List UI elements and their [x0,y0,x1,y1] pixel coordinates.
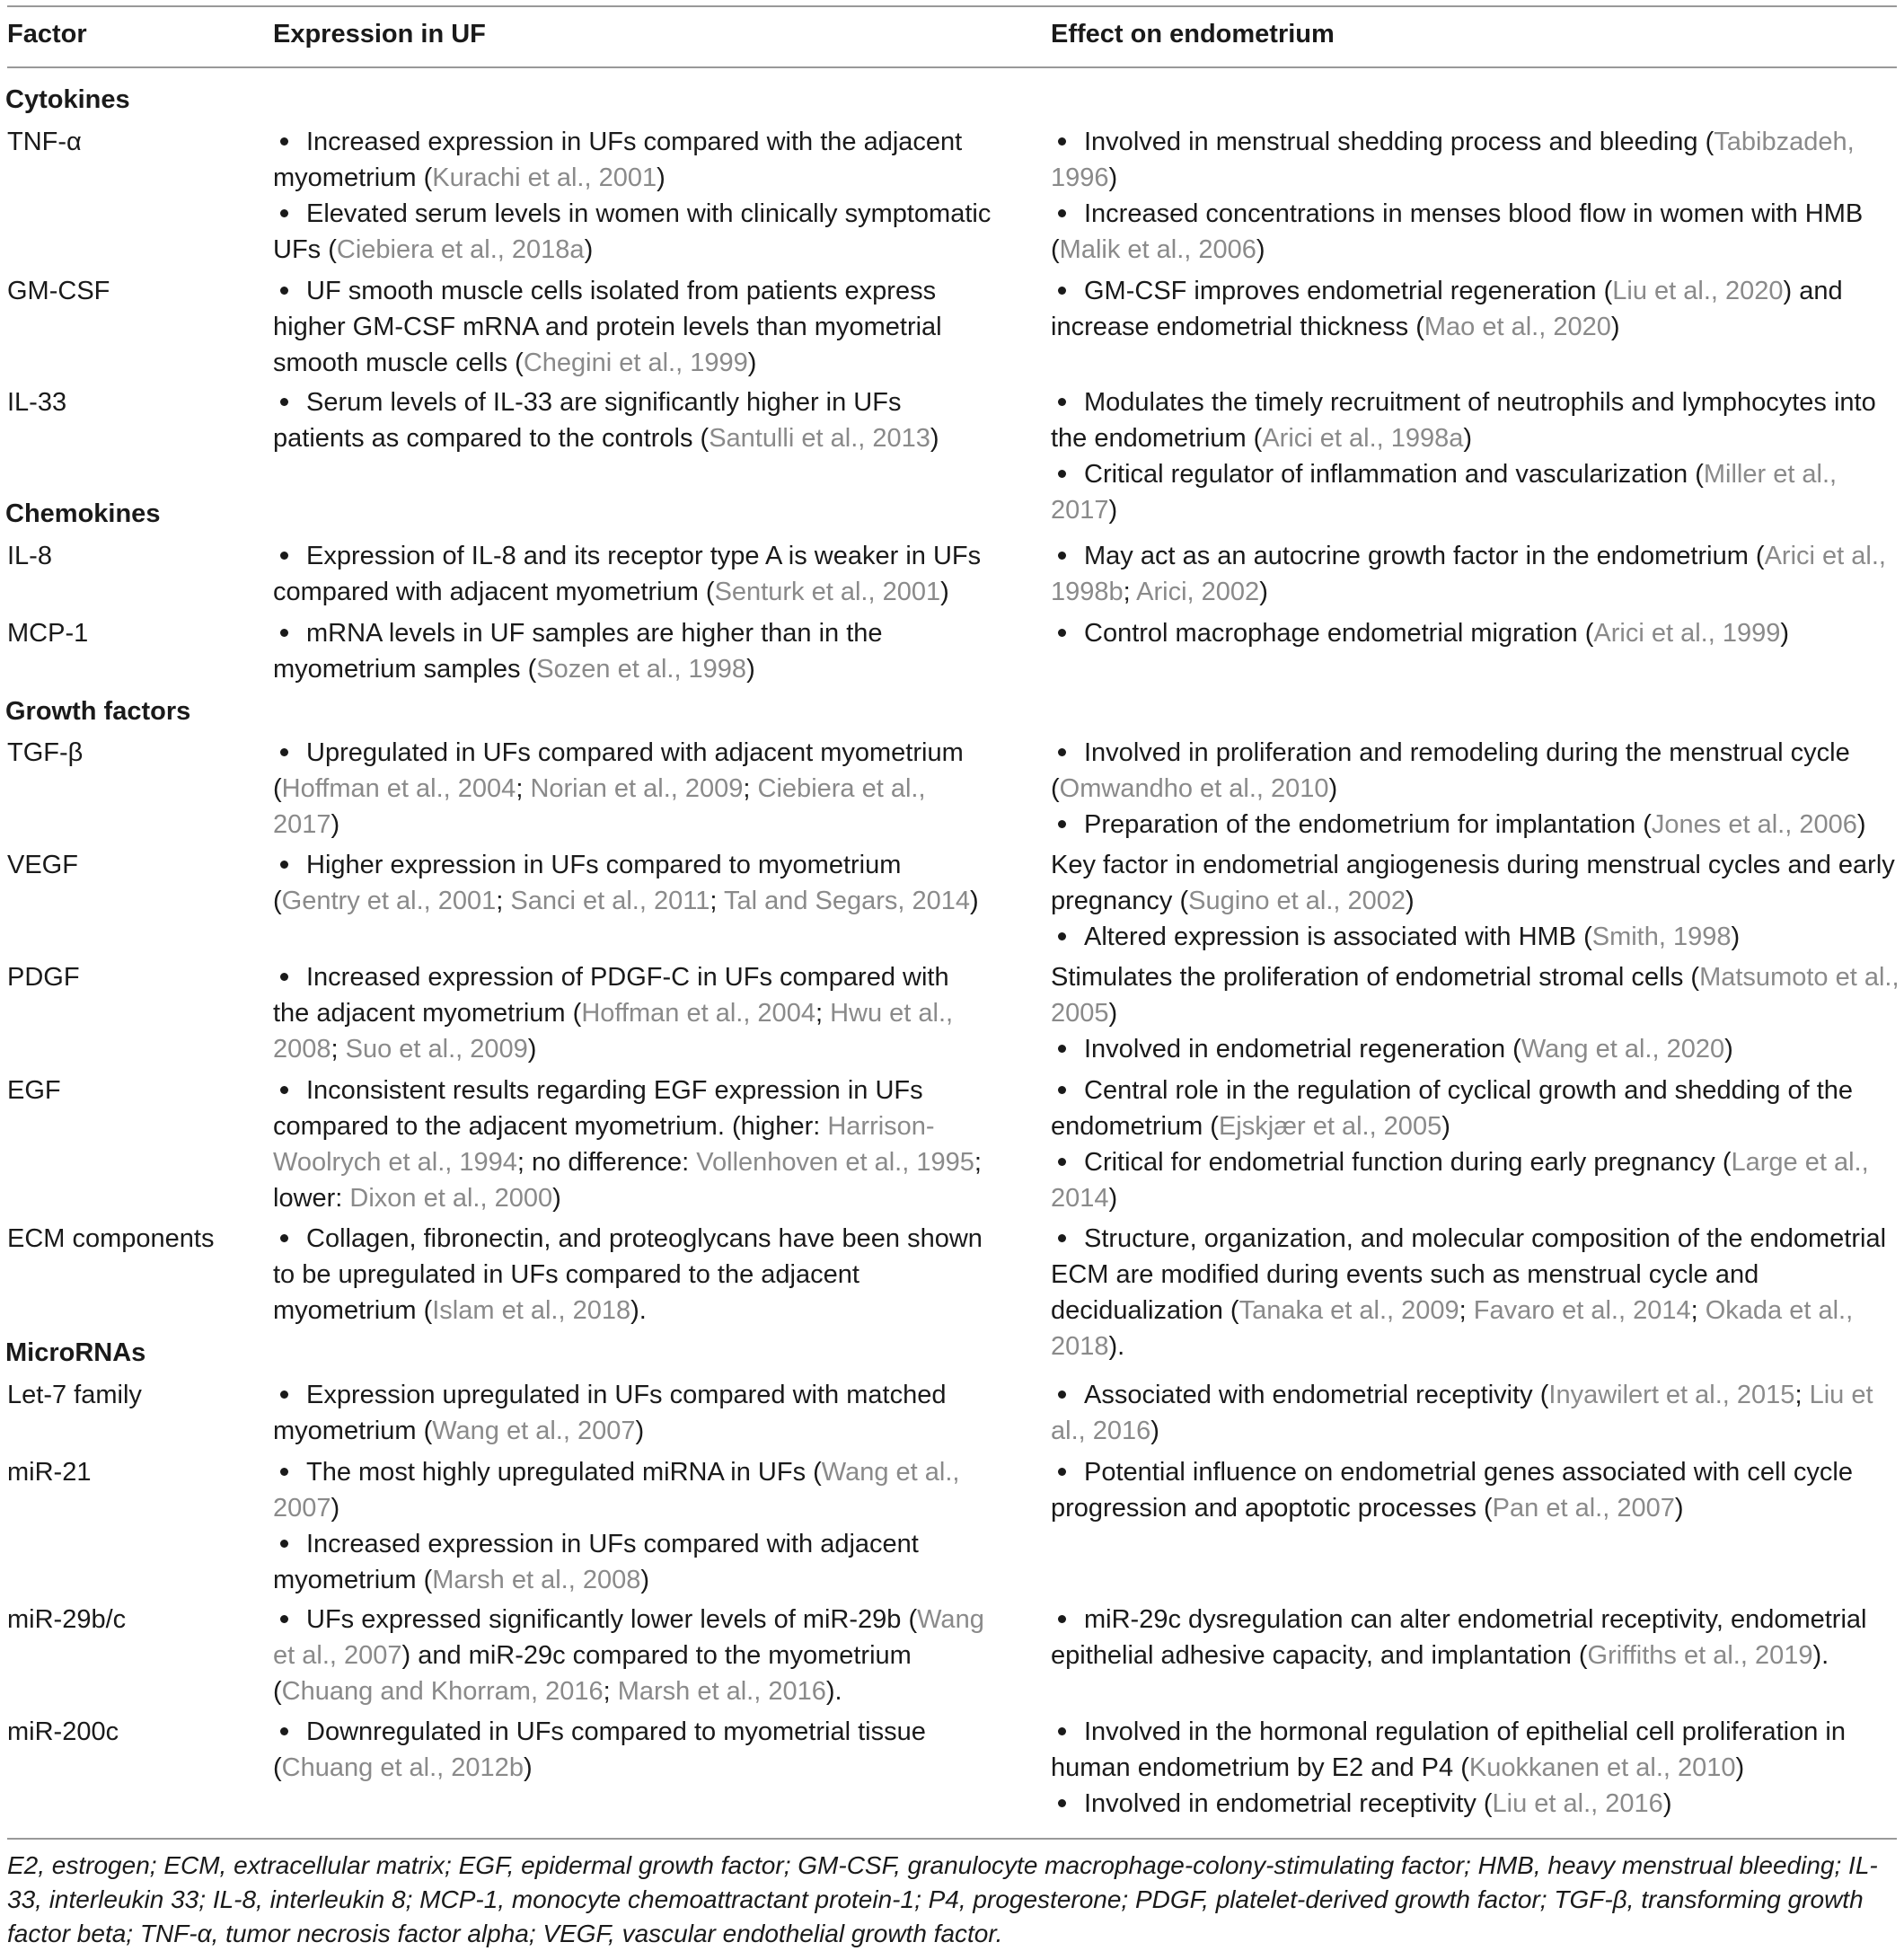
expression-cell [273,615,992,687]
effect-cell [1051,1377,1904,1449]
cell-text: Critical for endometrial function during early pregnancy ( [1084,1148,1732,1177]
citation: Omwandho et al., 2010 [1059,774,1329,803]
bullet-item [1051,1602,1904,1673]
citation: Hoffman et al., 2004 [581,999,815,1028]
cell-text: ) [552,1184,561,1213]
cell-text: ; [710,887,724,915]
cell-text: ; [496,887,511,915]
cell-text: Preparation of the endometrium for implantation ( [1084,810,1652,839]
cell-text: ) [970,887,979,915]
cell-text: ). [1812,1641,1829,1670]
citation: Miller et al., 2017 [1051,460,1838,525]
citation: Arici et al., 1998a [1262,424,1464,453]
cell-text: ) and miR-29c compared to the myometrium ( [273,1641,912,1706]
table-footnote: E2, estrogen; ECM, extracellular matrix; EGF, epidermal growth factor; GM-CSF, granulocyte macrophage-colony-stimulating factor; HMB, heavy menstrual bleeding; IL-33, interleukin 33; IL-8, interleukin 8; MCP-1, monocyte chemoattractant protein-1; P4, progesterone; PDGF, platelet-derived growth factor; TGF-β, transforming growth factor beta; TNF-α, tumor necrosis factor alpha; VEGF, vascular endothelial growth factor. [7,1851,1878,1947]
cell-text: Increased concentrations in menses blood flow in women with HMB ( [1051,199,1864,264]
cell-text: ) [1108,1184,1118,1213]
effect-cell [1051,124,1904,268]
cell-text: Expression upregulated in UFs compared with matched myometrium ( [273,1381,947,1445]
effect-cell [1051,615,1904,651]
cell-text: Involved in endometrial regeneration ( [1084,1035,1521,1064]
bullet-item [1051,538,1904,610]
effect-cell [1051,538,1904,610]
cell-text: ) [1856,810,1866,839]
bullet-item [1051,919,1904,955]
citation: Mao et al., 2020 [1424,313,1611,341]
cell-text: Expression of IL-8 and its receptor type A is weaker in UFs compared with adjacent myometrium ( [273,542,982,606]
cell-text: Involved in the hormonal regulation of epithelial cell proliferation in human endometrium by E2 and P4 ( [1051,1717,1846,1782]
cell-text: ; [1459,1296,1474,1325]
citation: Favaro et al., 2014 [1473,1296,1691,1325]
citation: Liu et al., 2016 [1051,1381,1873,1445]
citation: Suo et al., 2009 [345,1035,528,1064]
cell-text: Serum levels of IL-33 are significantly higher in UFs patients as compared to the controls ( [273,388,902,453]
cell-text: ; [815,999,831,1028]
cell-text: ) [331,1494,340,1523]
citation: Vollenhoven et al., 1995 [696,1148,974,1177]
expression-cell [273,273,992,381]
bullet-item [273,1454,992,1526]
cell-text: UF smooth muscle cells isolated from patients express higher GM-CSF mRNA and protein levels than myometrial smooth muscle cells ( [273,277,942,377]
cell-text: Stimulates the proliferation of endometrial stromal cells ( [1051,963,1700,992]
cell-text: ) [746,655,755,684]
bullet-item [1051,273,1904,345]
cell-text: ; no difference: [516,1148,697,1177]
bullet-item [273,384,992,456]
bullet-item [273,1602,992,1709]
section-micrornas: MicroRNAs [5,1338,146,1367]
bullet-item [1051,735,1904,807]
effect-cell [1051,384,1904,528]
cell-text: Associated with endometrial receptivity ( [1084,1381,1549,1409]
cell-text: Collagen, fibronectin, and proteoglycans have been shown to be upregulated in UFs compared to the adjacent myometrium ( [273,1224,983,1325]
cell-text: Inconsistent results regarding EGF expression in UFs compared to the adjacent myometrium. (higher: [273,1076,923,1141]
cell-text: ) [1610,313,1620,341]
citation: Ciebiera et al., 2017 [273,774,926,839]
cell-text: ). [1108,1332,1125,1361]
factor-cell: Let-7 family [7,1381,142,1409]
cell-text: ) [1463,424,1473,453]
citation: Kuokkanen et al., 2010 [1468,1753,1736,1782]
citation: Liu et al., 2016 [1492,1789,1663,1818]
cell-text: ) [657,163,666,192]
cell-text: May act as an autocrine growth factor in the endometrium ( [1084,542,1765,570]
citation: Dixon et al., 2000 [349,1184,553,1213]
bottom-rule [7,1838,1897,1840]
citation: Sanci et al., 2011 [510,887,710,915]
bullet-item [273,1221,992,1329]
citation: Liu et al., 2020 [1612,277,1784,305]
cell-text: Involved in menstrual shedding process and bleeding ( [1084,128,1714,156]
bullet-item [1051,456,1904,528]
cell-text: ) [940,578,949,606]
cell-text: ) and increase endometrial thickness ( [1051,277,1843,341]
citation: Santulli et al., 2013 [709,424,930,453]
cell-text: Potential influence on endometrial genes associated with cell cycle progression and apoptotic processes ( [1051,1458,1853,1523]
expression-cell [273,1073,992,1216]
cell-text: ) [1731,923,1741,951]
bullet-item [273,273,992,381]
cell-text: ) [1108,163,1118,192]
cell-text: UFs expressed significantly lower levels of miR-29b ( [306,1605,918,1634]
header-factor: Factor [7,20,87,49]
bullet-item [273,1073,992,1216]
effect-cell [1051,1602,1904,1673]
cell-text: ) [584,235,594,264]
cell-text: ) [1328,774,1338,803]
bullet-item [273,538,992,610]
expression-cell [273,1714,992,1786]
cell-text: ; [516,774,531,803]
citation: Islam et al., 2018 [432,1296,631,1325]
cell-text: The most highly upregulated miRNA in UFs ( [306,1458,822,1487]
bullet-item [273,847,992,919]
factor-cell: MCP-1 [7,619,89,648]
header-expression: Expression in UF [273,20,486,49]
cell-text: mRNA levels in UF samples are higher than in the myometrium samples ( [273,619,883,684]
citation: Arici, 2002 [1136,578,1260,606]
section-growth-factors: Growth factors [5,697,191,726]
factor-cell: TGF-β [7,738,84,767]
effect-cell [1051,1073,1904,1216]
expression-cell [273,847,992,919]
bullet-item [1051,1031,1904,1067]
top-rule [7,5,1897,7]
cell-text: Elevated serum levels in women with clinically symptomatic UFs ( [273,199,992,264]
citation: Griffiths et al., 2019 [1587,1641,1813,1670]
cell-text: ) [640,1566,650,1594]
bullet-item [273,1377,992,1449]
factor-cell: GM-CSF [7,277,110,305]
cell-text: ) [1662,1789,1672,1818]
citation: Arici et al., 1998b [1051,542,1886,606]
citation: Marsh et al., 2016 [617,1677,826,1706]
cell-text: ; [1690,1296,1706,1325]
expression-cell [273,1221,992,1329]
citation: Sugino et al., 2002 [1188,887,1406,915]
citation: Tal and Segars, 2014 [723,887,971,915]
citation: Ejskjær et al., 2005 [1218,1112,1442,1141]
section-chemokines: Chemokines [5,499,161,528]
cell-text: ) [523,1753,533,1782]
citation: Kurachi et al., 2001 [432,163,657,192]
cell-text: ) [527,1035,537,1064]
bullet-item [1051,1786,1904,1822]
cell-text: ) [1259,578,1268,606]
bullet-item [1051,196,1904,268]
bullet-item [273,615,992,687]
expression-cell [273,1602,992,1709]
citation: Marsh et al., 2008 [432,1566,641,1594]
cell-text: miR-29c dysregulation can alter endometrial receptivity, endometrial epithelial adhesive capacity, and implantation ( [1051,1605,1867,1670]
cell-text: ) [1674,1494,1684,1523]
bullet-item [1051,1073,1904,1144]
cell-text: Altered expression is associated with HMB ( [1084,923,1592,951]
factor-cell: IL-33 [7,388,67,417]
citation: Malik et al., 2006 [1059,235,1256,264]
factor-cell: miR-29b/c [7,1605,127,1634]
cell-text: GM-CSF improves endometrial regeneration ( [1084,277,1613,305]
cell-text: ; lower: [273,1148,982,1213]
citation: Tabibzadeh, 1996 [1051,128,1855,192]
citation: Wang et al., 2007 [432,1417,636,1445]
cell-text: ) [1406,887,1415,915]
citation: Chuang et al., 2012b [281,1753,524,1782]
factor-cell: EGF [7,1076,61,1105]
cell-text: Higher expression in UFs compared to myometrium ( [273,851,902,915]
cell-text: ). [825,1677,842,1706]
citation: Wang et al., 2020 [1521,1035,1725,1064]
bullet-item [273,959,992,1067]
factor-cell: VEGF [7,851,78,879]
citation: Matsumoto et al., 2005 [1051,963,1900,1028]
bullet-item [273,124,992,196]
cell-text: Increased expression in UFs compared with the adjacent myometrium ( [273,128,963,192]
citation: Hoffman et al., 2004 [281,774,516,803]
cell-text: ; [743,774,758,803]
factor-cell: miR-21 [7,1458,92,1487]
citation: Senturk et al., 2001 [714,578,941,606]
bullet-item [273,1714,992,1786]
bullet-item [1051,124,1904,196]
citation: Hwu et al., 2008 [273,999,954,1064]
cell-text: Upregulated in UFs compared with adjacent myometrium ( [273,738,964,803]
cell-text: ) [1150,1417,1159,1445]
bullet-item [1051,1454,1904,1526]
plain-item [1051,959,1904,1031]
cell-text: ) [635,1417,645,1445]
cell-text: ) [1441,1112,1450,1141]
expression-cell [273,959,992,1067]
effect-cell [1051,1221,1904,1364]
bullet-item [1051,615,1904,651]
cell-text: Control macrophage endometrial migration ( [1084,619,1594,648]
cell-text: ; [331,1035,346,1064]
cell-text: Critical regulator of inflammation and vascularization ( [1084,460,1704,489]
bullet-item [273,735,992,843]
citation: Inyawilert et al., 2015 [1548,1381,1795,1409]
plain-item [1051,847,1904,919]
effect-cell [1051,1454,1904,1526]
expression-cell [273,1454,992,1598]
citation: Ciebiera et al., 2018a [336,235,585,264]
citation: Large et al., 2014 [1051,1148,1869,1213]
effect-cell [1051,273,1904,345]
cell-text: Key factor in endometrial angiogenesis during menstrual cycles and early pregnancy ( [1051,851,1895,915]
effect-cell [1051,847,1904,955]
bullet-item [1051,1144,1904,1216]
citation: Wang et al., 2007 [273,1458,960,1523]
factor-cell: PDGF [7,963,80,992]
cell-text: ) [1108,496,1118,525]
bullet-item [1051,807,1904,843]
effect-cell [1051,1714,1904,1822]
bullet-item [1051,1221,1904,1364]
citation: Sozen et al., 1998 [536,655,747,684]
cell-text: ) [331,810,340,839]
expression-cell [273,1377,992,1449]
cell-text: Structure, organization, and molecular composition of the endometrial ECM are modified during events such as menstrual cycle and decidualization ( [1051,1224,1887,1325]
factor-cell: IL-8 [7,542,52,570]
cell-text: Increased expression of PDGF-C in UFs compared with the adjacent myometrium ( [273,963,949,1028]
factor-cell: TNF-α [7,128,82,156]
citation: Jones et al., 2006 [1651,810,1857,839]
bullet-item [273,1526,992,1598]
bullet-item [1051,1714,1904,1786]
header-effect: Effect on endometrium [1051,20,1335,49]
bullet-item [1051,1377,1904,1449]
cell-text: ) [1735,1753,1745,1782]
citation: Tanaka et al., 2009 [1238,1296,1459,1325]
cell-text: ) [1108,999,1118,1028]
citation: Wang et al., 2007 [273,1605,984,1670]
cell-text: Central role in the regulation of cyclical growth and shedding of the endometrium ( [1051,1076,1854,1141]
citation: Arici et al., 1999 [1593,619,1781,648]
factor-cell: ECM components [7,1224,215,1253]
citation: Okada et al., 2018 [1051,1296,1854,1361]
citation: Harrison-Woolrych et al., 1994 [273,1112,935,1177]
bullet-item [1051,384,1904,456]
cell-text: ) [1256,235,1265,264]
cell-text: ) [1724,1035,1733,1064]
cell-text: ; [603,1677,618,1706]
cell-text: Downregulated in UFs compared to myometrial tissue ( [273,1717,926,1782]
citation: Gentry et al., 2001 [281,887,497,915]
citation: Norian et al., 2009 [530,774,744,803]
cell-text: Involved in proliferation and remodeling during the menstrual cycle ( [1051,738,1850,803]
factor-cell: miR-200c [7,1717,119,1746]
citation: Chuang and Khorram, 2016 [281,1677,604,1706]
citation: Pan et al., 2007 [1492,1494,1675,1523]
effect-cell [1051,735,1904,843]
cell-text: ) [747,349,757,377]
cell-text: ). [630,1296,647,1325]
cell-text: Increased expression in UFs compared with adjacent myometrium ( [273,1530,919,1594]
expression-cell [273,124,992,268]
citation: Smith, 1998 [1591,923,1732,951]
cell-text: ) [930,424,939,453]
expression-cell [273,384,992,456]
cell-text: Modulates the timely recruitment of neutrophils and lymphocytes into the endometrium ( [1051,388,1876,453]
header-rule [7,66,1897,68]
bullet-item [273,196,992,268]
cell-text: ; [1794,1381,1810,1409]
citation: Chegini et al., 1999 [523,349,748,377]
expression-cell [273,538,992,610]
cell-text: Involved in endometrial receptivity ( [1084,1789,1493,1818]
cell-text: ; [1123,578,1137,606]
cell-text: ) [1780,619,1790,648]
section-cytokines: Cytokines [5,85,130,114]
expression-cell [273,735,992,843]
effect-cell [1051,959,1904,1067]
